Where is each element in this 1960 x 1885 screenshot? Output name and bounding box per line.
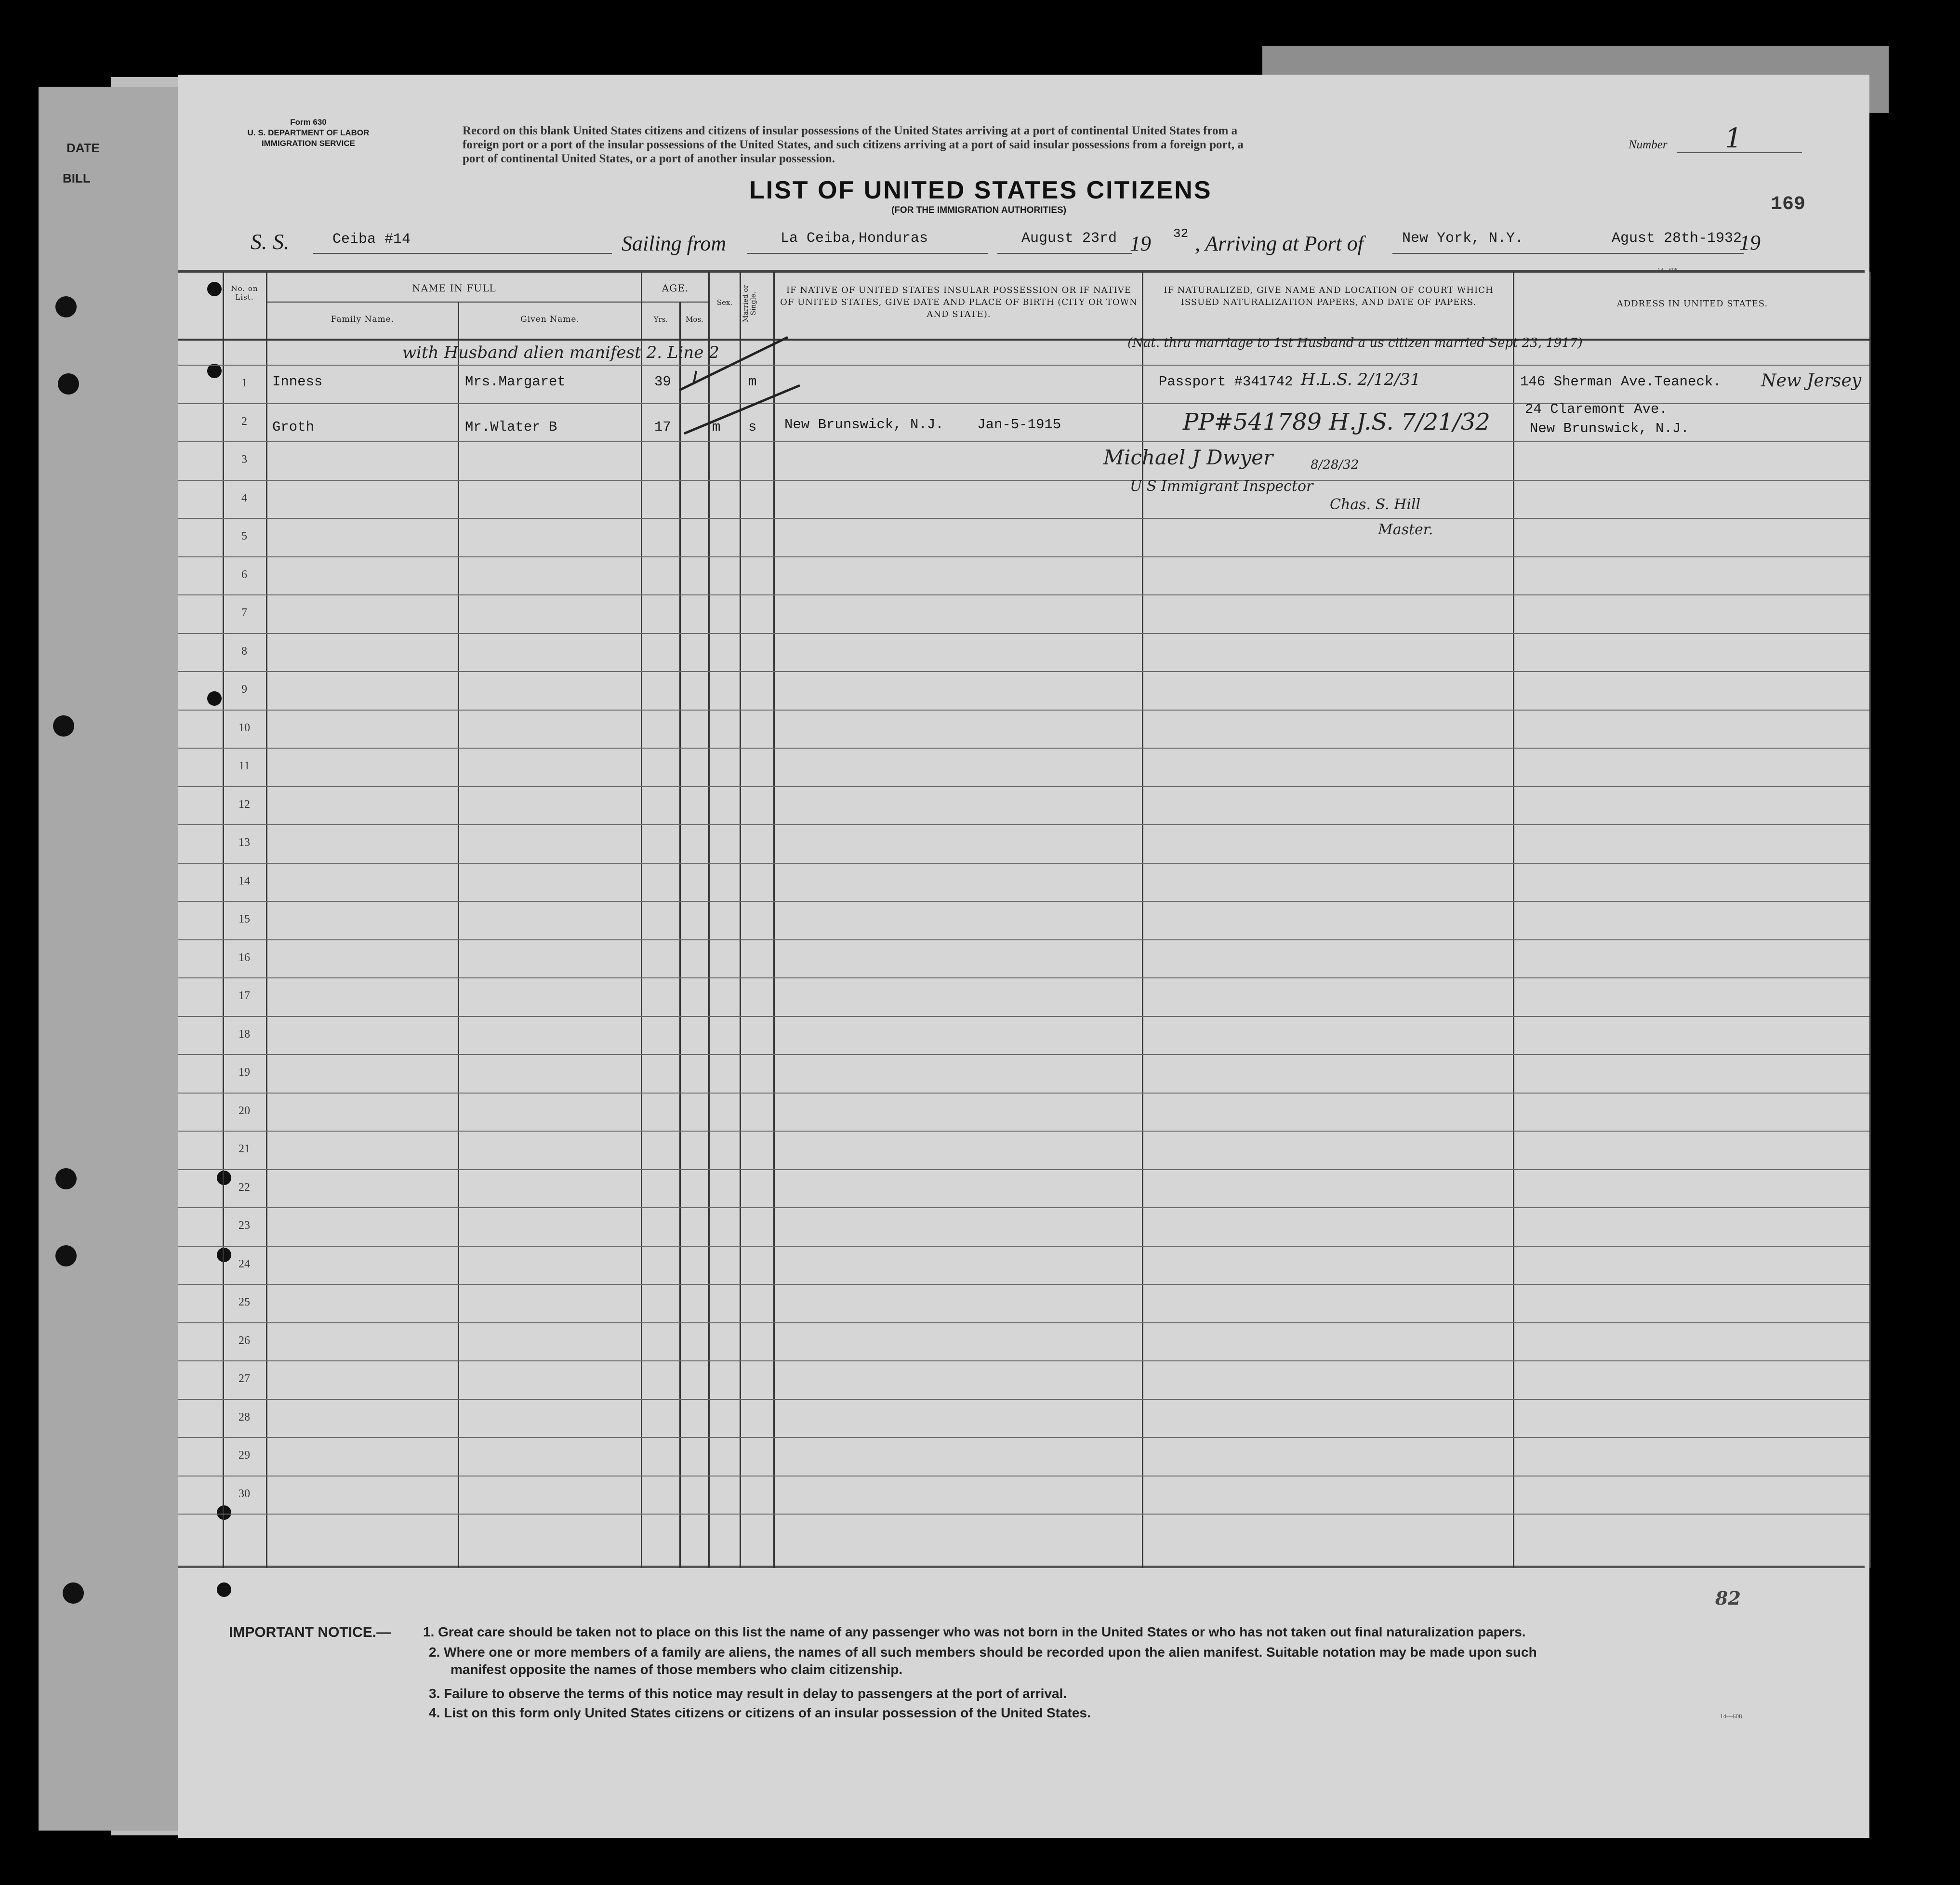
row-number: 1 xyxy=(241,377,247,389)
instructions-line-1: Record on this blank United States citizens and citizens of insular possessions of the United States arriving at a port of continental United States from a xyxy=(463,124,1238,137)
punch-hole xyxy=(217,1582,231,1597)
row-rule xyxy=(178,441,1869,442)
col-header-naturalized: IF NATURALIZED, GIVE NAME AND LOCATION OF COURT WHICH ISSUED NATURALIZATION PAPERS, AND DATE OF PAPERS. xyxy=(1164,285,1494,307)
row2-naturalized-hand: PP#541789 H.J.S. 7/21/32 xyxy=(1183,409,1490,435)
service: IMMIGRATION SERVICE xyxy=(262,139,355,148)
punch-hole xyxy=(207,364,222,378)
col-divider xyxy=(740,272,741,1568)
row-number: 8 xyxy=(241,645,247,658)
row-number: 10 xyxy=(238,721,250,734)
row-rule xyxy=(178,748,1869,749)
row2-family: Groth xyxy=(272,419,315,435)
row-rule xyxy=(178,786,1869,787)
punch-hole xyxy=(217,1248,231,1262)
row-number: 15 xyxy=(238,913,250,925)
col-divider xyxy=(458,303,459,1568)
row-rule xyxy=(178,594,1869,595)
notice-item-2b: manifest opposite the names of those members who claim citizenship. xyxy=(450,1662,903,1677)
check-strokes xyxy=(675,332,805,443)
row-number: 22 xyxy=(238,1181,250,1194)
row-number: 9 xyxy=(241,683,247,696)
col-header-given: Given Name. xyxy=(520,315,580,324)
col-header-yrs: Yrs. xyxy=(653,315,668,324)
row-rule xyxy=(178,556,1869,557)
page-subtitle: (FOR THE IMMIGRATION AUTHORITIES) xyxy=(891,205,1067,215)
row-number: 6 xyxy=(241,568,247,581)
row-number: 21 xyxy=(238,1143,250,1155)
notice-item-1: 1. Great care should be taken not to place on this list the name of any passenger who was not born in the United States or who has not taken out final naturalization papers. xyxy=(423,1624,1526,1639)
notice-item-4: 4. List on this form only United States citizens or citizens of an insular possession of the United States. xyxy=(429,1705,1091,1720)
row-number: 18 xyxy=(238,1028,250,1041)
row-number: 4 xyxy=(241,491,247,504)
punch-hole xyxy=(55,296,77,317)
row1-naturalized: Passport #341742 xyxy=(1159,374,1293,390)
row-rule xyxy=(178,1054,1869,1055)
inspector-date: 8/28/32 xyxy=(1311,458,1359,472)
row-rule xyxy=(178,480,1869,481)
master-name: Chas. S. Hill xyxy=(1330,496,1421,513)
punch-hole xyxy=(53,715,74,737)
row-rule xyxy=(178,1360,1869,1361)
row-number: 7 xyxy=(241,606,247,619)
row1-naturalized-hand: H.L.S. 2/12/31 xyxy=(1301,370,1421,389)
row-number: 12 xyxy=(238,798,250,811)
row1-address: 146 Sherman Ave.Teaneck. xyxy=(1520,374,1722,390)
row-rule xyxy=(178,1399,1869,1400)
row-number: 13 xyxy=(238,836,250,849)
row-number: 20 xyxy=(238,1104,250,1117)
header-subline xyxy=(266,302,708,303)
row-number: 11 xyxy=(238,760,250,772)
row1-address-hand: New Jersey xyxy=(1761,371,1862,391)
ship-underline xyxy=(313,253,612,254)
department: U. S. DEPARTMENT OF LABOR xyxy=(247,128,370,137)
row-rule xyxy=(178,1093,1869,1094)
row-number: 2 xyxy=(241,415,247,428)
header-bottom-line xyxy=(178,339,1869,341)
row-number: 14 xyxy=(238,874,250,887)
row-number: 16 xyxy=(238,951,250,964)
left-fragment-date: DATE xyxy=(66,141,100,155)
col-header-address: ADDRESS IN UNITED STATES. xyxy=(1616,299,1768,309)
row-rule xyxy=(178,1207,1869,1208)
ship-name: Ceiba #14 xyxy=(332,231,411,248)
col-divider xyxy=(1869,272,1871,1568)
punch-hole xyxy=(217,1171,231,1185)
page-title: LIST OF UNITED STATES CITIZENS xyxy=(749,176,1212,204)
col-header-name-in-full: NAME IN FULL xyxy=(412,282,496,294)
row-rule xyxy=(178,901,1869,902)
col-header-sex: Sex. xyxy=(716,298,733,307)
notice-heading: IMPORTANT NOTICE.— xyxy=(229,1624,391,1640)
col-header-birth: IF NATIVE OF UNITED STATES INSULAR POSSESSION OR IF NATIVE OF UNITED STATES, GIVE DATE AND PLACE OF BIRTH (CITY OR TOWN AND STATE). xyxy=(780,285,1138,319)
inspector-title: U S Immigrant Inspector xyxy=(1130,478,1313,495)
col-header-no: No. on List. xyxy=(231,284,258,302)
punch-hole xyxy=(217,1505,231,1520)
sailing-label: Sailing from xyxy=(622,232,727,255)
row2-given: Mr.Wlater B xyxy=(465,419,557,435)
col-divider xyxy=(708,272,710,1568)
port-to: New York, N.Y. xyxy=(1402,230,1524,247)
row-rule xyxy=(178,1437,1869,1438)
row-number: 17 xyxy=(238,989,250,1002)
row-number: 25 xyxy=(238,1296,250,1308)
punch-hole xyxy=(207,282,222,296)
row-rule xyxy=(178,939,1869,940)
punch-hole xyxy=(55,1245,77,1266)
row2-address: 24 Claremont Ave. xyxy=(1525,401,1668,417)
col-divider xyxy=(773,272,775,1568)
row-rule xyxy=(178,1284,1869,1285)
notice-item-2a: 2. Where one or more members of a family are aliens, the names of all such members should be recorded upon the alien manifest. Suitable notation may be made upon such xyxy=(429,1645,1537,1660)
col-header-family: Family Name. xyxy=(331,315,395,324)
row-rule xyxy=(178,863,1869,864)
punch-hole xyxy=(55,1168,77,1189)
col-divider xyxy=(1513,272,1514,1568)
col-divider xyxy=(641,272,642,1568)
annotation-alien-manifest: with Husband alien manifest 2. Line 2 xyxy=(402,343,719,362)
row2-yrs: 17 xyxy=(654,419,671,435)
row-number: 27 xyxy=(238,1372,250,1385)
col-divider xyxy=(679,303,681,1568)
row-rule xyxy=(178,1169,1869,1170)
date-underline xyxy=(997,253,1132,254)
punch-hole xyxy=(58,373,79,395)
row2-birth: New Brunswick, N.J. Jan-5-1915 xyxy=(784,417,1061,433)
notice-item-3: 3. Failure to observe the terms of this notice may result in delay to passengers at the port of arrival. xyxy=(429,1686,1067,1701)
row-number: 19 xyxy=(238,1066,250,1079)
row-rule xyxy=(178,824,1869,825)
instructions-line-2: foreign port or a port of the insular possessions of the United States, and such citizens arriving at a port of said insular possessions from a foreign port, a xyxy=(463,138,1244,151)
footer-code: 14—608 xyxy=(1720,1713,1742,1720)
number-value: 1 xyxy=(1725,123,1742,154)
table-bottom-border xyxy=(178,1566,1865,1568)
stamp-code: 82 xyxy=(1715,1587,1741,1609)
row-rule xyxy=(178,1016,1869,1017)
row-rule xyxy=(178,1246,1869,1247)
row-rule xyxy=(178,1514,1869,1515)
port-from-underline xyxy=(747,253,988,254)
left-strip xyxy=(39,87,183,1831)
inspector-signature: Michael J Dwyer xyxy=(1103,446,1273,469)
ss-label: S. S. xyxy=(251,229,290,254)
row2-address-line2: New Brunswick, N.J. xyxy=(1530,421,1689,436)
row2-married: s xyxy=(748,419,757,435)
arrival-date: Agust 28th-1932 xyxy=(1612,230,1742,247)
left-fragment-bill: BILL xyxy=(63,171,91,185)
row1-family: Inness xyxy=(272,374,323,390)
punch-hole xyxy=(207,691,222,706)
number-label: Number xyxy=(1629,138,1668,151)
row-rule xyxy=(178,1131,1869,1132)
row-rule xyxy=(178,365,1869,366)
row-number: 29 xyxy=(238,1449,250,1462)
table-top-border xyxy=(178,270,1865,273)
row1-yrs: 39 xyxy=(654,374,671,390)
year-suffix: 32 xyxy=(1173,226,1189,241)
row1-married: m xyxy=(748,374,757,390)
form-number: Form 630 xyxy=(290,118,327,127)
arriving-label: , Arriving at Port of xyxy=(1195,232,1364,255)
row-rule xyxy=(178,633,1869,634)
year-prefix: 19 xyxy=(1130,232,1151,255)
col-divider xyxy=(266,272,267,1568)
punch-hole xyxy=(63,1582,84,1604)
row-number: 26 xyxy=(238,1334,250,1347)
col-header-age: AGE. xyxy=(662,282,689,294)
col-header-married: Married or Single. xyxy=(742,285,757,322)
master-title: Master. xyxy=(1378,521,1433,538)
row-rule xyxy=(178,518,1869,519)
annotation-naturalization: (Nat. thru marriage to 1st Husband a us citizen married Sept 23, 1917) xyxy=(1127,336,1583,350)
row-number: 28 xyxy=(238,1410,250,1424)
port-to-underline xyxy=(1392,253,1744,254)
row-number: 5 xyxy=(241,530,247,542)
row-number: 30 xyxy=(238,1487,250,1500)
row-rule xyxy=(178,710,1869,711)
arrival-year-prefix: 19 xyxy=(1739,231,1761,254)
row-rule xyxy=(178,977,1869,978)
port-from: La Ceiba,Honduras xyxy=(781,230,928,247)
row-number: 23 xyxy=(238,1219,250,1232)
row-rule xyxy=(178,1322,1869,1323)
row-number: 24 xyxy=(238,1257,250,1270)
row-rule xyxy=(178,671,1869,672)
row-number: 3 xyxy=(241,453,247,466)
col-header-mos: Mos. xyxy=(686,315,703,324)
sailing-date: August 23rd xyxy=(1021,230,1117,247)
col-divider xyxy=(223,272,224,1568)
row1-given: Mrs.Margaret xyxy=(465,374,566,390)
row2-sex: m xyxy=(712,419,721,435)
page-number: 169 xyxy=(1771,194,1806,215)
instructions-line-3: port of continental United States, or a port of another insular possession. xyxy=(463,152,835,165)
